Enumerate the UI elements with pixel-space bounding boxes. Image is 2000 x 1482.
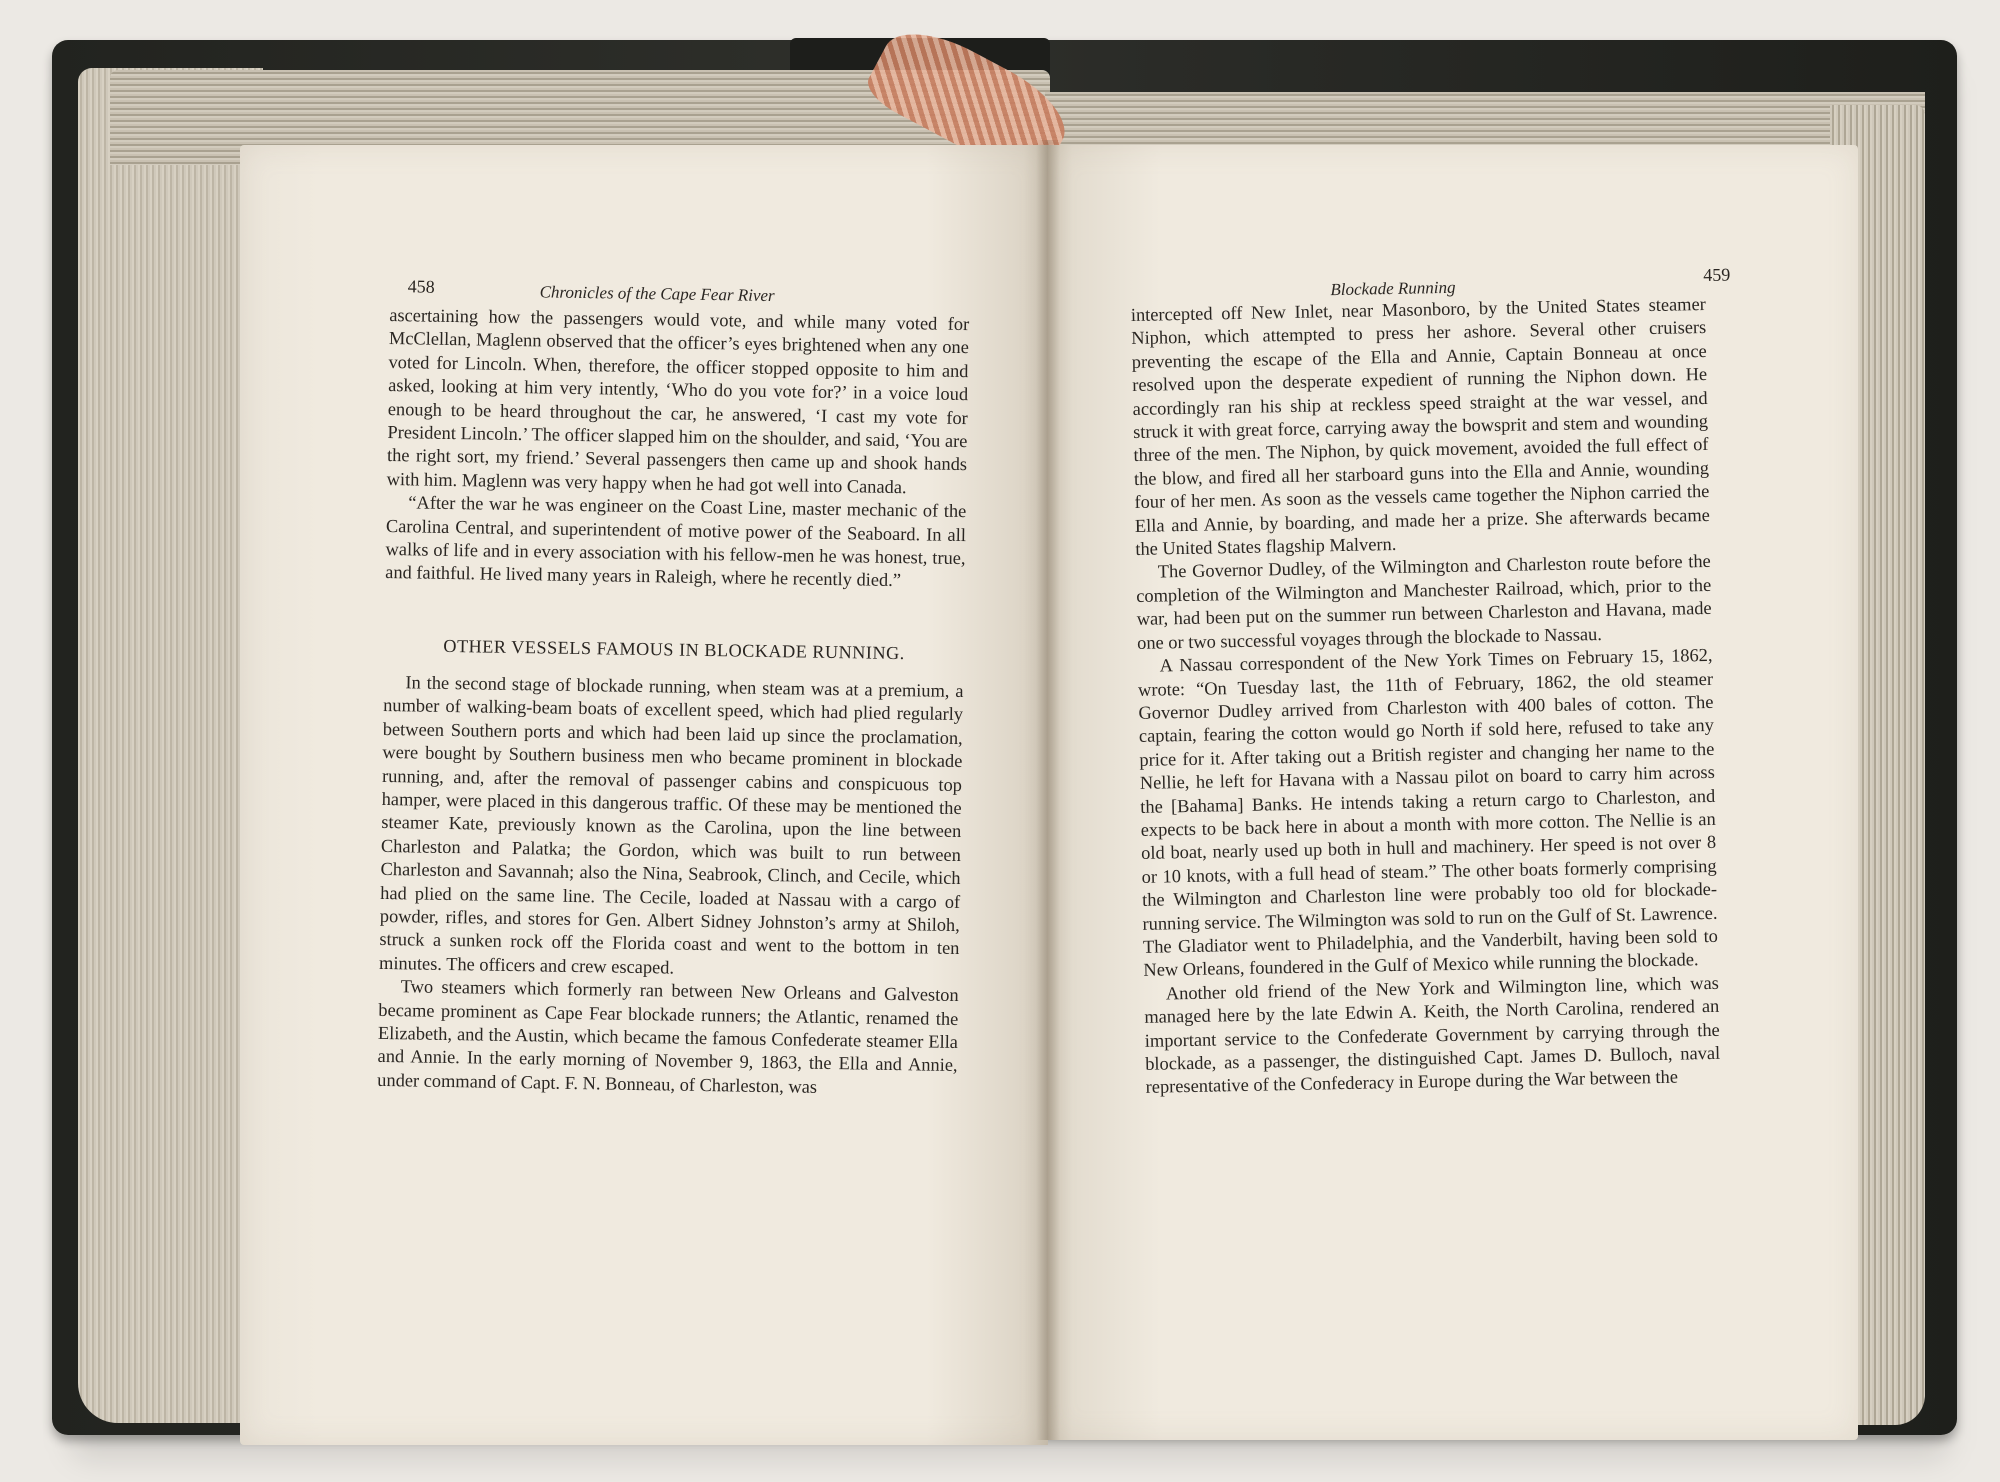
left-running-head: Chronicles of the Cape Fear River (539, 282, 775, 306)
right-body (1131, 293, 1721, 1100)
right-paragraph-4: Another old friend of the New York and Wilmington line, which was managed here by the late Edwin A. Keith, the North Carolina, rendered an important service to the Confederate Government by carrying through the blockade, as a passenger, the distinguished Capt. James D. Bulloch, naval representative of the Confederacy in Europe during the War between the (1144, 972, 1721, 1098)
right-page-text (1130, 259, 1731, 1100)
right-paragraph-2: The Governor Dudley, of the Wilmington and Charleston route before the completion of the Wilmington and Manchester Railroad, which, prior to the war, had been put on the summer run between Charleston and Havana, made one or two successful voyages through the blockade to Nassau. (1136, 551, 1712, 653)
left-page-number: 458 (407, 276, 435, 297)
left-paragraph-1: ascertaining how the passengers would vote, and while many voted for McClellan, Maglenn observed that the officer’s eyes brightened when any one voted for Lincoln. When, therefore, the officer stopped opposite to him and asked, looking at him very intently, ‘Who do you vote for?’ in a voice loud enough to be heard throughout the car, he answered, ‘I cast my vote for President Lincoln.’ The officer slapped him on the shoulder, and said, ‘You are the right sort, my friend.’ Several passengers then came up and shook hands with him. Maglenn was very happy when he had got well into Canada. (386, 304, 970, 497)
right-page-number: 459 (1703, 264, 1731, 285)
right-paragraph-1: intercepted off New Inlet, near Masonboro, by the United States steamer Niphon, which attempted to press her ashore. Several other cruisers preventing the escape of the Ella and Annie, Captain Bonneau at once resolved upon the desperate expedient of running the Niphon down. He accordingly ran his ship at reckless speed straight at the war vessel, and struck it with great force, carrying away the bowsprit and stem and wounding three of the men. The Niphon, by quick movement, avoided the full effect of the blow, and fired all her starboard guns into the Ella and Annie, wounding four of her men. As soon as the vessels came together the Niphon carried the Ella and Annie, by boarding, and made her a prize. She afterwards became the United States flagship Malvern. (1130, 293, 1710, 560)
book-gutter (1036, 140, 1060, 1440)
right-paragraph-3: A Nassau correspondent of the New York Times on February 15, 1862, wrote: “On Tuesday last, the 11th of February, 1862, the old steamer Governor Dudley arrived from Charleston with 400 bales of cotton. The captain, fearing the cotton would go North if sold here, refused to take any price for it. After taking out a British register and changing her name to the Nellie, he left for Havana with a Nassau pilot on board to carry him across the [Bahama] Banks. He intends taking a return cargo to Charleston, and expects to be back here in about a month with more cotton. The Nellie is an old boat, nearly used up both in hull and machinery. Her speed is not over 8 or 10 knots, with a full head of steam.” The other boats formerly comprising the Wilmington and Charleston line were probably too old for blockade-running service. The Wilmington was sold to run on the Gulf of St. Lawrence. The Gladiator went to Philadelphia, and the Vanderbilt, having been sold to New Orleans, foundered in the Gulf of Mexico while running the blockade. (1137, 644, 1719, 981)
section-heading: OTHER VESSELS FAMOUS IN BLOCKADE RUNNING. (443, 635, 905, 664)
left-paragraph-3: In the second stage of blockade running, when steam was at a premium, a number of walking-beam boats of excellent speed, which had plied regularly between Southern ports and which had been laid up since the proclamation, were bought by Southern business men who became prominent in blockade running, and, after the removal of passenger cabins and conspicuous top hamper, were placed in this dangerous traffic. Of these may be mentioned the steamer Kate, previously known as the Carolina, upon the line between Charleston and Palatka; the Gordon, which was built to run between Charleston and Savannah; also the Nina, Seabrook, Clinch, and Cecile, which had plied on the same line. The Cecile, loaded at Nassau with a cargo of powder, rifles, and stores for Gen. Albert Sidney Johnston’s army at Shiloh, struck a sunken rock off the Florida coast and went to the bottom in ten minutes. The officers and crew escaped. (378, 672, 964, 978)
left-page-text (377, 270, 970, 1101)
left-paragraph-4: Two steamers which formerly ran between New Orleans and Galveston became prominent as Cape Fear blockade runners; the Atlantic, renamed the Elizabeth, and the Austin, which became the famous Confederate steamer Ella and Annie. In the early morning of November 9, 1863, the Ella and Annie, under command of Capt. F. N. Bonneau, of Charleston, was (377, 976, 959, 1097)
left-paragraph-2: “After the war he was engineer on the Coast Line, master mechanic of the Carolina Central, and superintendent of motive power of the Seaboard. In all walks of life and in every association with his fellow-men he was honest, true, and faithful. He lived many years in Raleigh, where he recently died.” (385, 492, 967, 591)
right-running-head: Blockade Running (1330, 277, 1456, 300)
left-body (377, 304, 969, 1101)
left-page-edges (78, 68, 263, 1423)
